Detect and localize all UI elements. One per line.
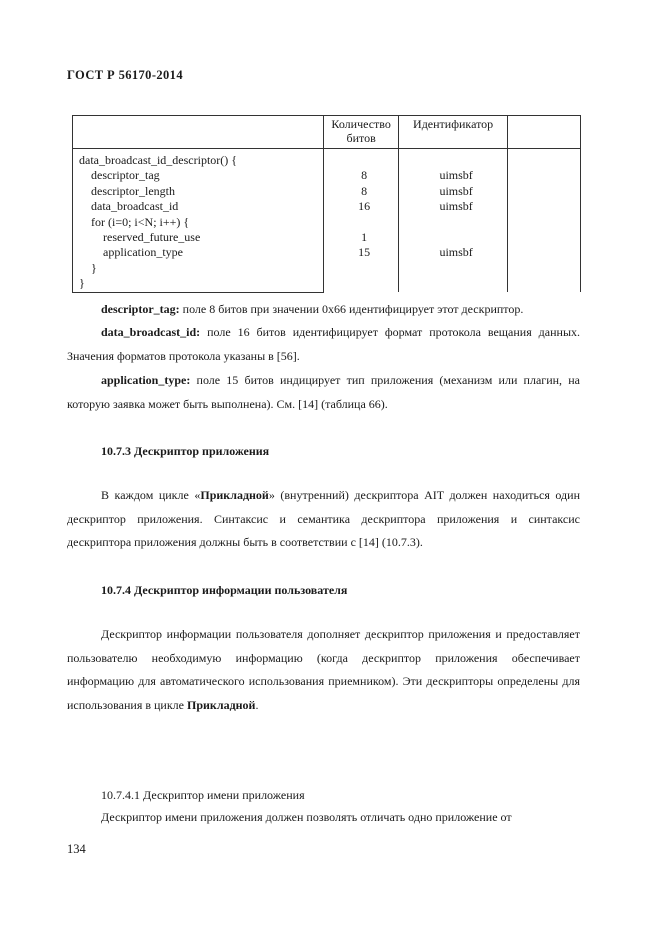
section-paragraph-10-7-4-1 xyxy=(67,806,580,830)
bits-value xyxy=(324,261,399,276)
definition-text: поле 8 битов при значении 0x66 идентифицирует этот дескриптор. xyxy=(179,302,524,316)
paragraph-text: . xyxy=(255,697,259,712)
syntax-line: descriptor_tag xyxy=(79,168,160,183)
definition-data-broadcast-id xyxy=(67,321,580,368)
section-heading-10-7-3: 10.7.3 Дескриптор приложения xyxy=(101,444,270,458)
bits-column xyxy=(323,149,399,293)
bits-value xyxy=(324,215,399,230)
bits-value: 8 xyxy=(361,168,368,183)
bits-value: 15 xyxy=(358,245,371,260)
identifier-column xyxy=(399,149,507,293)
paragraph-bold-term: Прикладной xyxy=(200,488,269,502)
definition-term: descriptor_tag: xyxy=(101,302,180,316)
bits-value: 1 xyxy=(361,229,368,244)
paragraph-text: Дескриптор информации пользователя дополняет дескриптор приложения и предоставляет пользователю необходимую информацию (когда дескриптор приложения обеспечивает информацию для автоматического использования приемником). Эти дескрипторы определены для использования в цикле xyxy=(67,627,580,712)
definition-term: application_type: xyxy=(101,373,191,387)
bits-value: 8 xyxy=(361,183,368,198)
identifier-value xyxy=(399,230,506,245)
identifier-value: uimsbf xyxy=(439,168,473,183)
syntax-line: data_broadcast_id xyxy=(79,199,179,214)
identifier-value xyxy=(399,215,506,230)
header-cell-bits: Количество битов xyxy=(323,116,399,149)
syntax-line: } xyxy=(79,276,85,291)
document-header: ГОСТ Р 56170-2014 xyxy=(67,68,183,82)
definition-text: поле 16 битов идентифицирует формат протокола вещания данных. Значения форматов протокола указаны в [56]. xyxy=(67,325,580,363)
paragraph-text: » (внутренний) дескриптора AIT должен находиться один дескриптор приложения. Синтаксис и семантика дескриптора приложения и синтаксис дескриптора приложения должны быть в соответствии с [14] (10.7.3). xyxy=(67,488,580,549)
paragraph-bold-term: Прикладной xyxy=(187,697,256,712)
syntax-line: descriptor_length xyxy=(79,183,175,198)
header-cell-identifier: Идентификатор xyxy=(399,116,507,149)
table-header-row xyxy=(73,116,581,149)
header-cell-syntax xyxy=(73,116,324,149)
syntax-line: application_type xyxy=(79,245,183,260)
section-heading-10-7-4-1: 10.7.4.1 Дескриптор имени приложения xyxy=(101,788,305,802)
identifier-value xyxy=(399,261,506,276)
definition-descriptor-tag xyxy=(67,298,580,322)
syntax-line: for (i=0; i<N; i++) { xyxy=(79,214,190,229)
syntax-line: } xyxy=(79,260,97,275)
bits-value xyxy=(324,276,399,291)
identifier-value: uimsbf xyxy=(439,183,473,198)
identifier-value xyxy=(399,276,506,291)
syntax-line: data_broadcast_id_descriptor() { xyxy=(79,153,238,167)
bits-value: 16 xyxy=(358,199,371,214)
definition-application-type xyxy=(67,369,580,416)
header-cell-empty xyxy=(507,116,580,149)
identifier-value: uimsbf xyxy=(439,245,473,260)
bits-value xyxy=(324,153,399,168)
section-paragraph-10-7-4 xyxy=(67,623,580,717)
section-heading-10-7-4: 10.7.4 Дескриптор информации пользователя xyxy=(101,583,348,597)
syntax-table xyxy=(72,115,581,293)
section-paragraph-10-7-3 xyxy=(67,484,580,555)
page-number: 134 xyxy=(67,842,86,856)
empty-column xyxy=(507,149,580,293)
paragraph-text: Дескриптор имени приложения должен позволять отличать одно приложение от xyxy=(101,810,512,824)
syntax-line: reserved_future_use xyxy=(79,229,201,244)
table-body-row xyxy=(73,149,581,293)
identifier-value xyxy=(399,153,506,168)
definition-text: поле 15 битов индицирует тип приложения (механизм или плагин, на которую заявка может быть выполнена). См. [14] (таблица 66). xyxy=(67,373,580,411)
syntax-column xyxy=(73,149,324,293)
paragraph-text: В каждом цикле « xyxy=(101,488,201,502)
definition-term: data_broadcast_id: xyxy=(101,325,201,339)
identifier-value: uimsbf xyxy=(439,199,473,214)
